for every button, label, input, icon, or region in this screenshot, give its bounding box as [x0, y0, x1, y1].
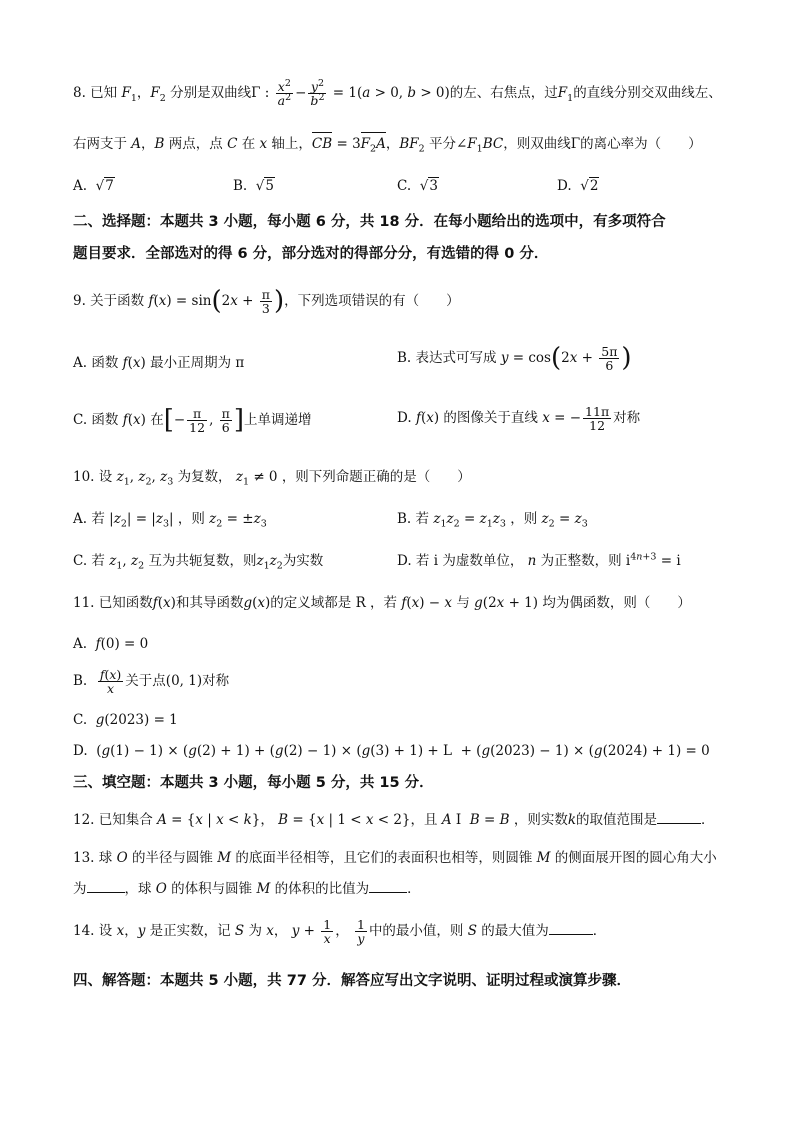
answer-blank[interactable] — [87, 892, 125, 893]
q8-option-b: B. √5 — [233, 178, 274, 194]
answer-blank[interactable] — [369, 892, 407, 893]
fraction: $\frac{\pi}{12}$ — [189, 405, 206, 436]
fraction: $\frac{x^2}{a^2}$ — [277, 77, 292, 109]
q9-option-a: A. 函数 f(x) 最小正周期为 π — [73, 355, 245, 371]
q10-option-c: C. 若 $z_1$, $z_2$ 互为共轭复数，则$z_1z_2$为实数 — [73, 553, 324, 572]
fraction: $\frac{11\pi}{12}$ — [585, 404, 610, 434]
q11-option-a: A. f(0) = 0 — [73, 636, 149, 652]
q12: 12. 已知集合 A = {x | x < k}， B = {x | 1 < x < 2}，且 A I B = B ，则实数k的取值范围是 ． — [73, 812, 715, 828]
section-2-heading-line-1: 二、选择题：本题共 3 小题，每小题 6 分，共 18 分．在每小题给出的选项中，有多项符合 — [73, 214, 666, 230]
vector: CB — [311, 136, 333, 152]
section-4-heading: 四、解答题：本题共 5 小题，共 77 分．解答应写出文字说明、证明过程或演算步骤． — [73, 973, 631, 989]
answer-blank[interactable] — [549, 934, 593, 935]
section-3-heading: 三、填空题：本题共 3 小题，每小题 5 分，共 15 分． — [73, 775, 434, 791]
q14: 14. 设 x，y 是正实数，记 S 为 x， y + $\frac{1}{x}$ ， $\frac{1}{y}$ 中的最小值，则 S 的最大值为 ． — [73, 917, 607, 947]
q9-option-b: B. 表达式可写成 y = cos(2x + $\frac{5\pi}{6}$ ) — [397, 343, 632, 374]
fraction: $\frac{1}{x}$ — [323, 917, 332, 947]
q8-option-d: D. √2 — [557, 178, 599, 194]
q10-option-d: D. 若 i 为虚数单位， n 为正整数，则 $i^{4n+3} = i$ — [397, 551, 681, 569]
fraction: $\frac{\pi}{6}$ — [221, 405, 230, 436]
q11-option-d: D. (g(1) − 1) × (g(2) + 1) + (g(2) − 1) × (g(3) + 1) + L + (g(2023) − 1) × (g(2024) + 1) = 0 — [73, 743, 710, 759]
q10-option-b: B. 若 $z_1z_2 = z_1z_3$ ，则 $z_2 = z_3$ — [397, 511, 588, 530]
vector: $F_2A$ — [360, 136, 386, 155]
q10-stem: 10. 设 $z_1$, $z_2$, $z_3$ 为复数， $z_1 \ne 0$ ，则下列命题正确的是（ ） — [73, 469, 471, 488]
q11-option-c: C. g(2023) = 1 — [73, 712, 178, 728]
q11-option-b: B. $\frac{f(x)}{x}$ 关于点(0, 1)对称 — [73, 667, 230, 697]
q10-option-a: A. 若 $|z_2| = |z_3|$ ，则 $z_2 = \pm z_3$ — [73, 511, 267, 530]
q8-line-2: 右两支于 A，B 两点，点 C 在 x 轴上，CB = $3F_2A$，$BF_2$ 平分$\angle F_1BC$，则双曲线Γ的离心率为（ ） — [73, 136, 702, 155]
q9-stem: 9. 关于函数 f(x) = sin(2x + $\frac{\pi}{3}$ )，下列选项错误的有（ ） — [73, 286, 460, 317]
fraction: $\frac{f(x)}{x}$ — [99, 667, 122, 697]
q8-option-c: C. √3 — [397, 178, 438, 194]
fraction: $\frac{5\pi}{6}$ — [601, 343, 618, 374]
q13-line-2: 为 ，球 O 的体积与圆锥 M 的体积的比值为 ． — [73, 881, 421, 897]
section-2-heading-line-2: 题目要求．全部选对的得 6 分，部分选对的得部分分，有选错的得 0 分． — [73, 246, 549, 262]
fraction: $\frac{\pi}{3}$ — [261, 286, 270, 317]
q8-option-a: A. √7 — [73, 178, 114, 194]
q9-option-c: C. 函数 f(x) 在[− $\frac{\pi}{12}$ , $\frac{\pi}{6}$ ]上单调递增 — [73, 405, 312, 436]
fraction: $\frac{1}{y}$ — [356, 917, 365, 947]
q11-stem: 11. 已知函数f(x)和其导函数g(x)的定义域都是 R ，若 f(x) − x 与 g(2x + 1) 均为偶函数，则（ ） — [73, 595, 691, 611]
q13-line-1: 13. 球 O 的半径与圆锥 M 的底面半径相等，且它们的表面积也相等，则圆锥 M 的侧面展开图的圆心角大小 — [73, 850, 717, 866]
answer-blank[interactable] — [657, 823, 701, 824]
q8-line-1: 8. 已知 $F_1$，$F_2$ 分别是双曲线Γ : $\frac{x^2}{a^2}$ − $\frac{y^2}{b^2}$ = 1(a > 0, b > 0)的左、右焦点，过$F_1$的直线分别交双曲线左、 — [73, 77, 722, 109]
fraction: $\frac{y^2}{b^2}$ — [310, 77, 325, 109]
q9-option-d: D. f(x) 的图像关于直线 x = − $\frac{11\pi}{12}$ 对称 — [397, 404, 641, 434]
